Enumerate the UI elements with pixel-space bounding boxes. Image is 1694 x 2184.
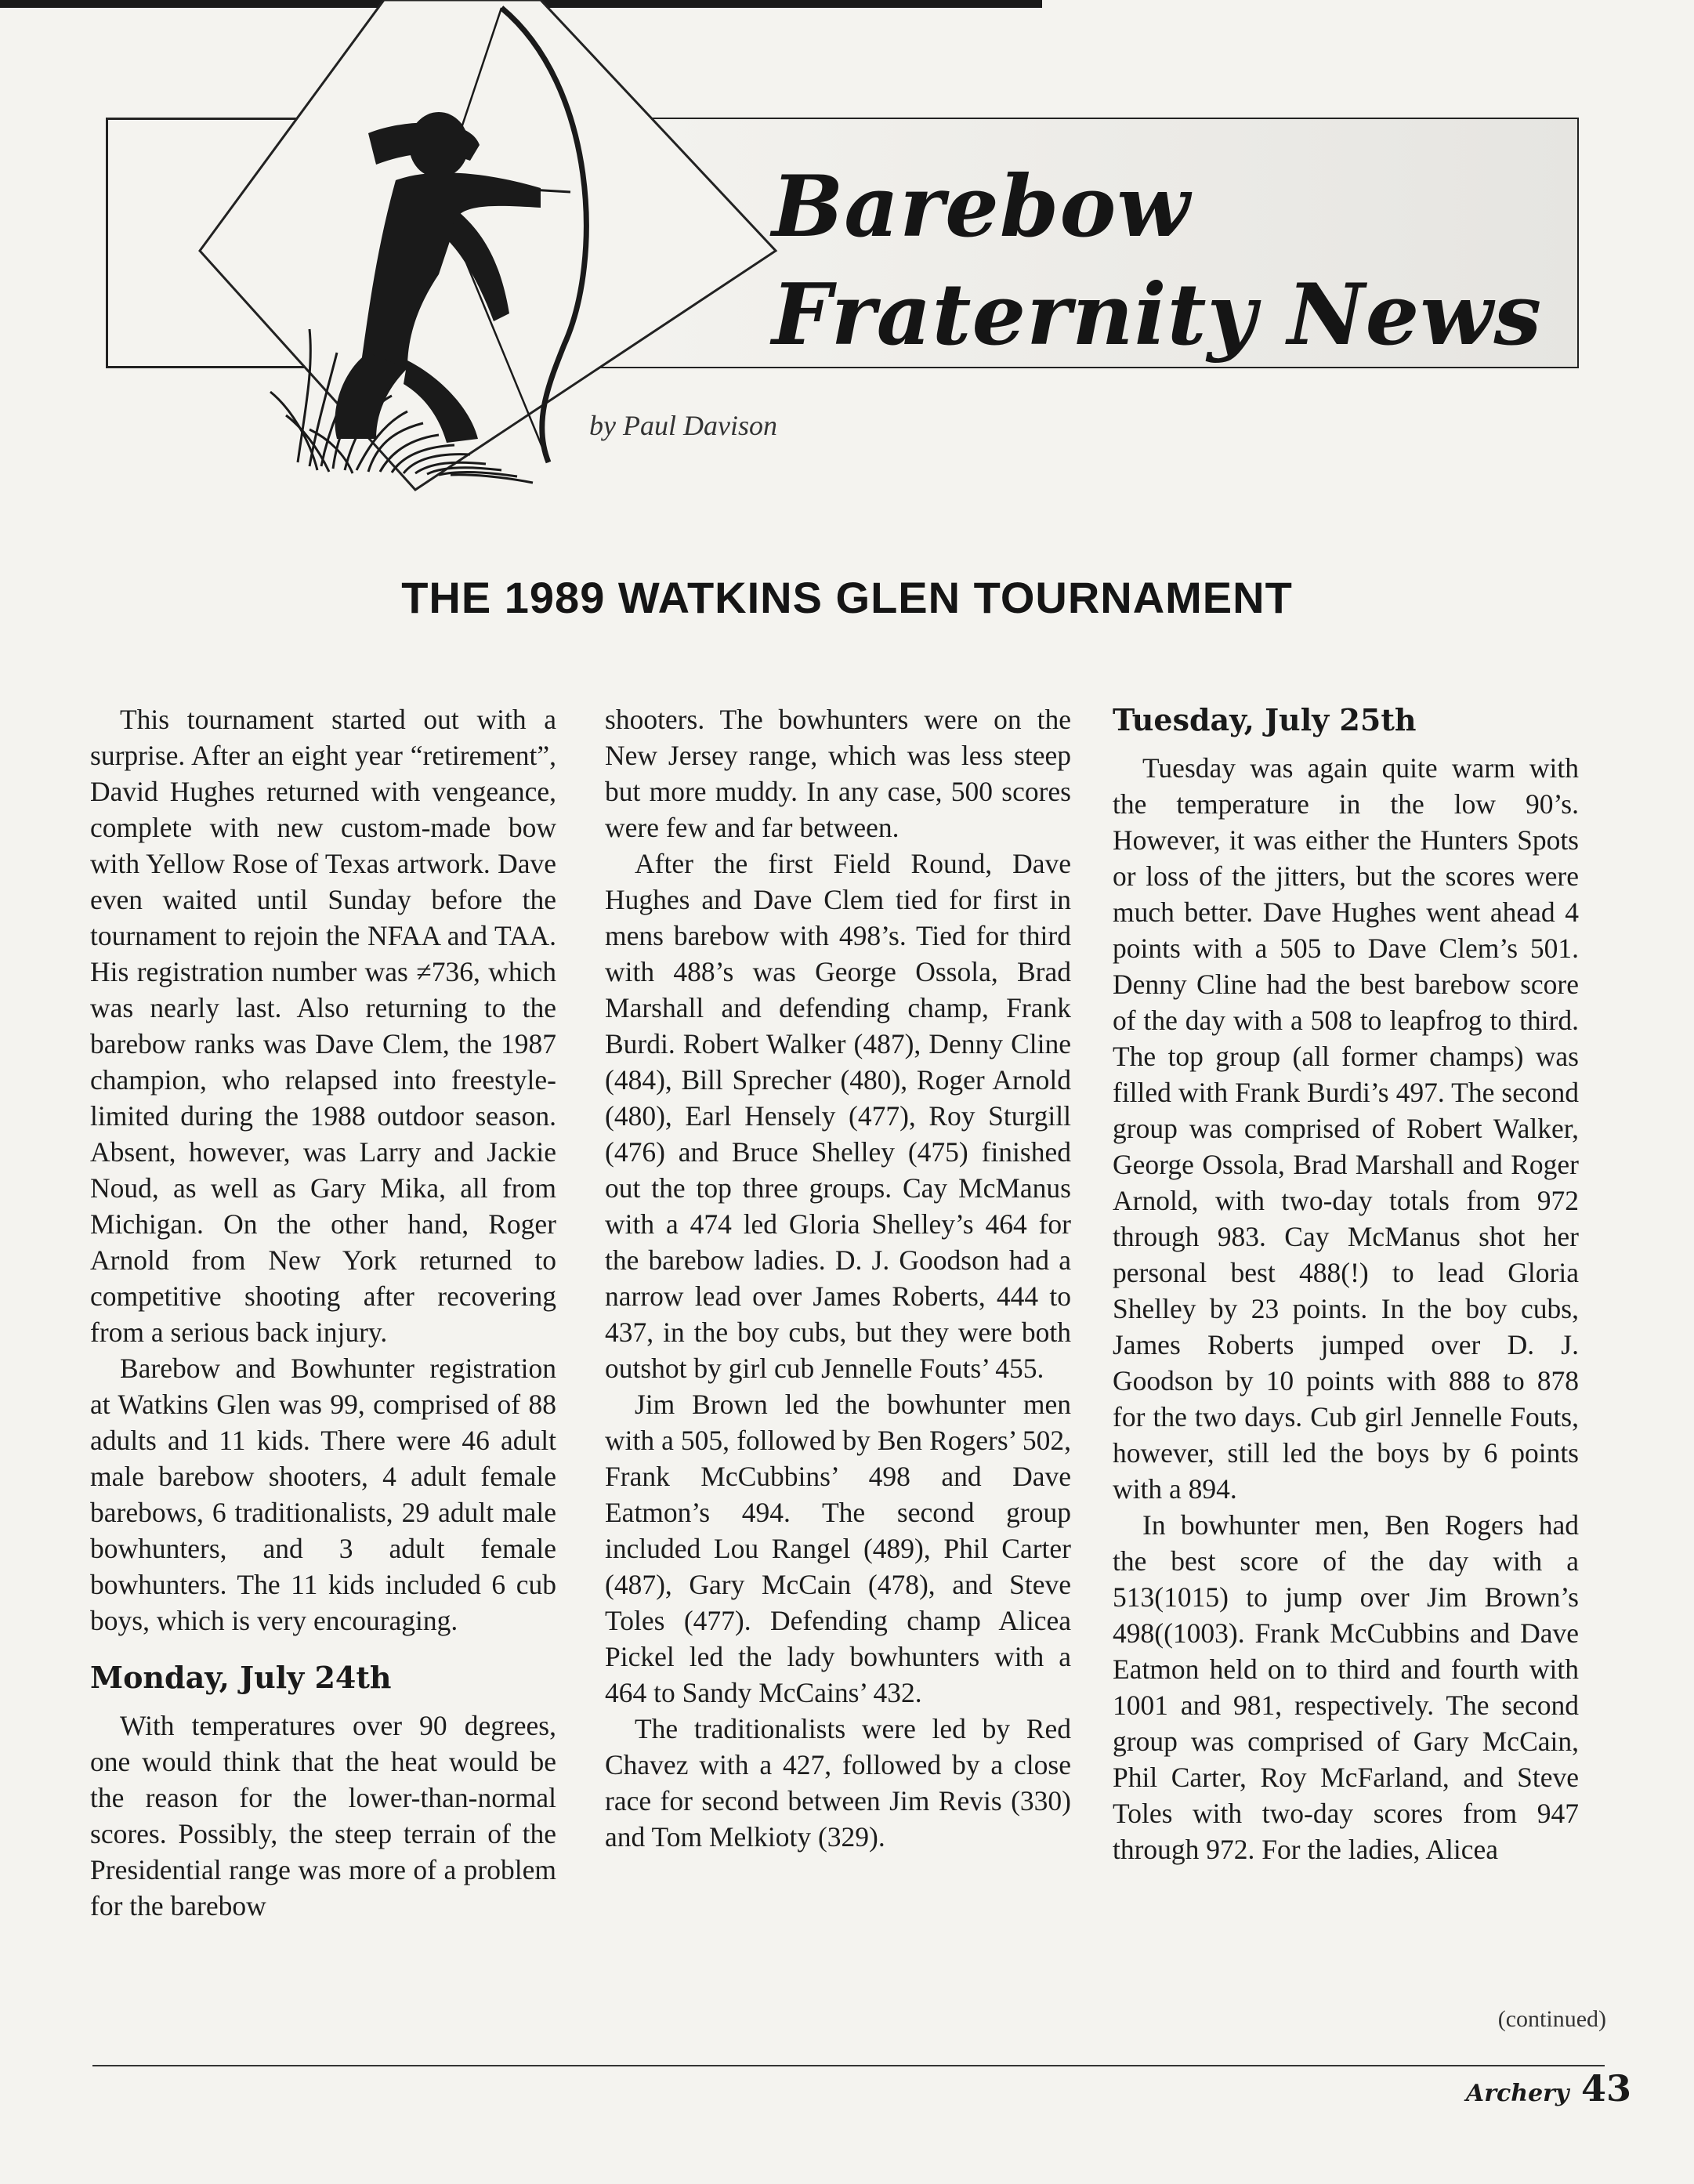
- paragraph: This tournament started out with a surprise. After an eight year “retirement”, David Hughes returned with vengeance, complete with new custom-made bow with Yellow Rose of Texas artwork. Dave even waited until Sunday before the tournament to rejoin the NFAA and TAA. His registration number was ≠736, which was nearly last. Also returning to the barebow ranks was Dave Clem, the 1987 champion, who relapsed into freestyle-limited during the 1988 outdoor season. Absent, however, was Larry and Jackie Noud, as well as Gary Mika, all from Michigan. On the other hand, Roger Arnold from New York returned to competitive shooting after recovering from a serious back injury.: [90, 704, 556, 1348]
- article-column-2: [605, 701, 1071, 2026]
- article-headline: THE 1989 WATKINS GLEN TOURNAMENT: [401, 573, 1293, 622]
- section-heading-monday: Monday, July 24th: [90, 1660, 392, 1695]
- paragraph: After the first Field Round, Dave Hughes and Dave Clem tied for first in mens barebow with 498’s. Tied for third with 488’s was George Ossola, Brad Marshall and defending champ, Frank Burdi. Robert Walker (487), Denny Cline (484), Bill Sprecher (480), Roger Arnold (480), Earl Hensely (477), Roy Sturgill (476) and Bruce Shelley (475) finished out the top three groups. Cay McManus with a 474 led Gloria Shelley’s 464 for the barebow ladies. D. J. Goodson had a narrow lead over James Roberts, 444 to 437, in the boy cubs, but they were both outshot by girl cub Jennelle Fouts’ 455.: [605, 848, 1071, 1384]
- byline: by Paul Davison: [589, 410, 777, 441]
- paragraph: The traditionalists were led by Red Chavez with a 427, followed by a close race for second between Jim Revis (330) and Tom Melkioty (329).: [605, 1713, 1071, 1853]
- paragraph: shooters. The bowhunters were on the New Jersey range, which was less steep but more muddy. In any case, 500 scores were few and far between.: [605, 704, 1071, 843]
- article-column-1: [90, 701, 556, 2026]
- continued-label: (continued): [1497, 2006, 1606, 2032]
- paragraph: Tuesday was again quite warm with the temperature in the low 90’s. However, it was either the Hunters Spots or loss of the jitters, but the scores were much better. Dave Hughes went ahead 4 points with a 505 to Dave Clem’s 501. Denny Cline had the best barebow score of the day with a 508 to leapfrog to third. The top group (all former champs) was filled with Frank Burdi’s 497. The second group was comprised of Robert Walker, George Ossola, Brad Marshall and Roger Arnold, with two-day totals from 972 through 983. Cay McManus shot her personal best 488(!) to lead Gloria Shelley by 23 points. In the boy cubs, James Roberts jumped over D. J. Goodson by 10 points with 888 to 878 for the two days. Cub girl Jennelle Fouts, however, still led the boys by 6 points with a 894.: [1113, 752, 1579, 1505]
- paragraph: With temperatures over 90 degrees, one would think that the heat would be the reason for the lower-than-normal scores. Possibly, the steep terrain of the Presidential range was more of a problem for the barebow: [90, 1710, 556, 1921]
- magazine-name: Archery: [1465, 2080, 1569, 2107]
- masthead-title-line1: Barebow: [772, 158, 1191, 256]
- page-footer: [1466, 2067, 1631, 2110]
- paragraph: Barebow and Bowhunter registration at Watkins Glen was 99, comprised of 88 adults and 11 kids. There were 46 adult male barebow shooters, 4 adult female barebows, 6 traditionalists, 29 adult male bowhunters, and 3 adult female bowhunters. The 11 kids included 6 cub boys, which is very encouraging.: [90, 1353, 556, 1636]
- section-heading-tuesday: Tuesday, July 25th: [1113, 702, 1417, 737]
- page-number: 43: [1580, 2067, 1631, 2110]
- article-column-3: [1113, 701, 1579, 2026]
- masthead-title-line2: Fraternity News: [772, 266, 1543, 364]
- masthead-title: [772, 153, 1571, 369]
- footer-rule: [92, 2065, 1605, 2066]
- paragraph: In bowhunter men, Ben Rogers had the best score of the day with a 513(1015) to jump over Jim Brown’s 498((1003). Frank McCubbins and Dave Eatmon held on to third and fourth with 1001 and 981, respectively. The second group was comprised of Gary McCain, Phil Carter, Roy McFarland, and Steve Toles with two-day scores from 947 through 972. For the ladies, Alicea: [1113, 1509, 1579, 1865]
- paragraph: Jim Brown led the bowhunter men with a 505, followed by Ben Rogers’ 502, Frank McCubbins’ 498 and Dave Eatmon’s 494. The second group included Lou Rangel (489), Phil Carter (487), Gary McCain (478), and Steve Toles (477). Defending champ Alicea Pickel led the lady bowhunters with a 464 to Sandy McCains’ 432.: [605, 1389, 1071, 1708]
